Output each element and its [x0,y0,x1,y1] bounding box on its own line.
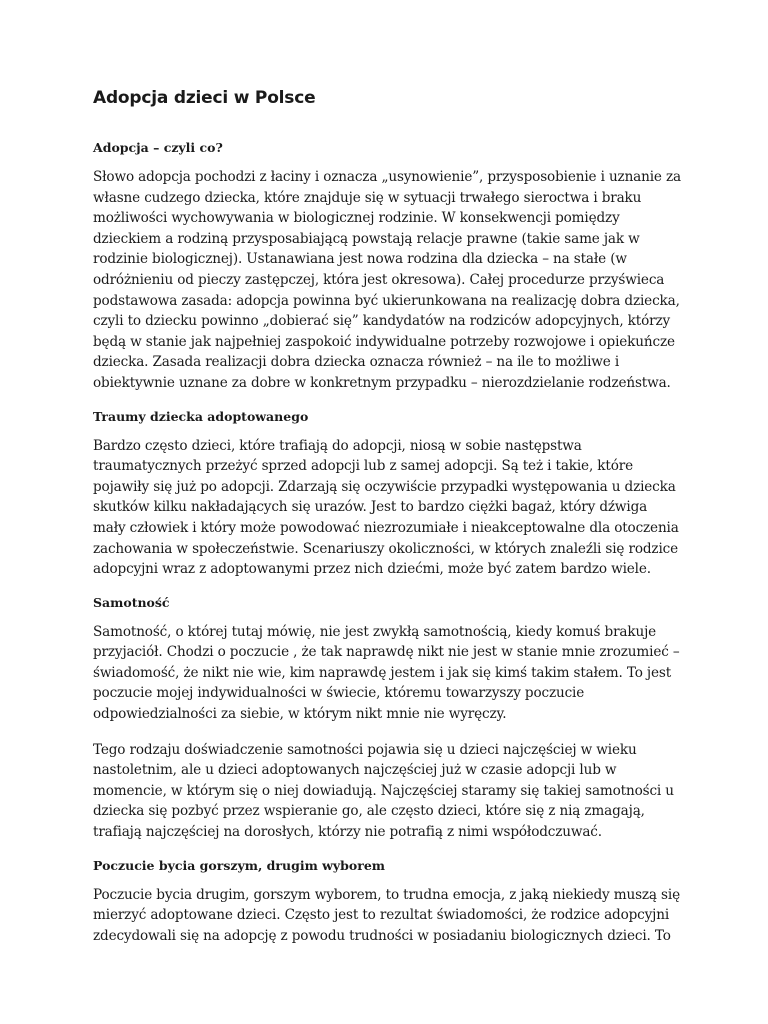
section-heading-adopcja: Adopcja – czyli co? [93,140,223,155]
document-title: Adopcja dzieci w Polsce [93,88,316,108]
document-page [93,88,683,961]
paragraph: Słowo adopcja pochodzi z łaciny i oznacza „usynowienie”, przysposobienie i uznanie za własne cudzego dziecka, które znajduje się w sytuacji trwałego sieroctwa i braku możliwości wychowywania w biologicznej rodzinie. W konsekwencji pomiędzy dzieckiem a rodziną przysposabiającą powstają relacje prawne (takie same jak w rodzinie biologicznej). Ustanawiana jest nowa rodzina dla dziecka – na stałe (w odróżnieniu od pieczy zastępczej, która jest okresowa). Całej procedurze przyświeca podstawowa zasada: adopcja powinna być ukierunkowana na realizację dobra dziecka, czyli to dziecku powinno „dobierać się” kandydatów na rodziców adopcyjnych, którzy będą w stanie jak najpełniej zaspokoić indywidualne potrzeby rozwojowe i opiekuńcze dziecka. Zasada realizacji dobra dziecka oznacza również – na ile to możliwe i obiektywnie uznane za dobre w konkretnym przypadku – nierozdzielanie rodzeństwa. [93,169,681,391]
paragraph: Poczucie bycia drugim, gorszym wyborem, to trudna emocja, z jaką niekiedy muszą się mierzyć adoptowane dzieci. Często jest to rezultat świadomości, że rodzice adopcyjni zdecydowali się na adopcję z powodu trudności w posiadaniu biologicznych dzieci. To [93,886,680,944]
paragraph: Bardzo często dzieci, które trafiają do adopcji, niosą w sobie następstwa traumatycznych przeżyć sprzed adopcji lub z samej adopcji. Są też i takie, które pojawiły się już po adopcji. Zdarzają się oczywiście przypadki występowania u dziecka skutków kilku nakładających się urazów. Jest to bardzo ciężki bagaż, który dźwiga mały człowiek i który może powodować niezrozumiałe i nieakceptowalne dla otoczenia zachowania w społeczeństwie. Scenariuszy okoliczności, w których znaleźli się rodzice adopcyjni wraz z adoptowanymi przez nich dziećmi, może być zatem bardzo wiele. [93,437,679,578]
paragraph: Tego rodzaju doświadczenie samotności pojawia się u dzieci najczęściej w wieku nastoletnim, ale u dzieci adoptowanych najczęściej już w czasie adopcji lub w momencie, w którym się o niej dowiadują. Najczęściej staramy się takiej samotności u dziecka się pozbyć przez wspieranie go, ale często dzieci, które się z nią zmagają, trafiają najczęściej na dorosłych, którzy nie potrafią z nimi współodczuwać. [93,741,674,841]
paragraph: Samotność, o której tutaj mówię, nie jest zwykłą samotnością, kiedy komuś brakuje przyjaciół. Chodzi o poczucie , że tak naprawdę nikt nie jest w stanie mnie zrozumieć – świadomość, że nikt nie wie, kim naprawdę jestem i jak się kimś takim stałem. To jest poczucie mojej indywidualności w świecie, któremu towarzyszy poczucie odpowiedzialności za siebie, w którym nikt mnie nie wyręczy. [93,623,680,723]
section-heading-samotnosc: Samotność [93,594,170,610]
section-heading-poczucie: Poczucie bycia gorszym, drugim wyborem [93,857,386,873]
section-heading-traumy: Traumy dziecka adoptowanego [93,408,309,424]
